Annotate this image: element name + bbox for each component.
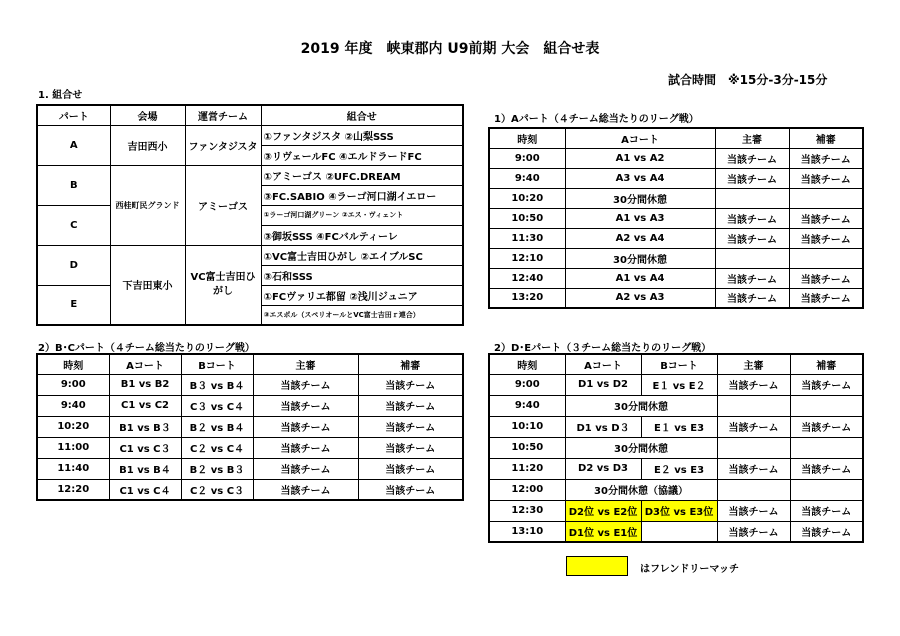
time-cell: 12:20 <box>37 479 109 500</box>
referee-cell: 当該チーム <box>717 500 790 521</box>
assistant-cell: 当該チーム <box>789 208 863 228</box>
part-bc-schedule-table <box>36 353 464 501</box>
header-court-a: Aコート <box>109 354 181 374</box>
schedule-row <box>37 395 463 416</box>
header-referee: 主審 <box>253 354 358 374</box>
schedule-row <box>489 521 863 542</box>
time-cell: 9:40 <box>489 168 565 188</box>
header-court-b: Bコート <box>181 354 253 374</box>
court-a-cell: 30分間休憩 <box>565 188 715 208</box>
break-cell: 30分間休憩 <box>565 395 717 416</box>
referee-cell: 当該チーム <box>717 458 790 479</box>
time-cell: 9:00 <box>489 374 565 395</box>
teams-b-2: ③FC.SABIO ④ラーゴ河口湖イエロー <box>261 185 463 205</box>
time-cell: 9:40 <box>37 395 109 416</box>
schedule-row <box>489 437 863 458</box>
assistant-cell: 当該チーム <box>358 458 463 479</box>
assistant-cell: 当該チーム <box>789 288 863 308</box>
schedule-row <box>489 374 863 395</box>
time-cell: 12:00 <box>489 479 565 500</box>
grouping-table <box>36 104 464 326</box>
part-de-header-row <box>489 354 863 374</box>
header-time: 時刻 <box>489 128 565 148</box>
time-cell: 9:00 <box>37 374 109 395</box>
referee-cell <box>717 395 790 416</box>
court-b-cell: C２ vs C３ <box>181 479 253 500</box>
assistant-cell: 当該チーム <box>790 416 863 437</box>
court-b-cell: B２ vs B３ <box>181 458 253 479</box>
friendly-match-legend-label: はフレンドリーマッチ <box>640 564 739 575</box>
court-a-cell: D2 vs D3 <box>565 458 641 479</box>
assistant-cell: 当該チーム <box>358 395 463 416</box>
referee-cell: 当該チーム <box>715 208 789 228</box>
schedule-row <box>489 188 863 208</box>
assistant-cell <box>790 479 863 500</box>
assistant-cell: 当該チーム <box>789 228 863 248</box>
referee-cell: 当該チーム <box>715 228 789 248</box>
schedule-row <box>489 479 863 500</box>
court-a-cell: B1 vs B2 <box>109 374 181 395</box>
court-b-cell <box>641 521 717 542</box>
schedule-row <box>489 416 863 437</box>
assistant-cell: 当該チーム <box>790 521 863 542</box>
court-a-cell: 30分間休憩 <box>565 248 715 268</box>
friendly-match-legend-swatch <box>566 556 628 576</box>
assistant-cell: 当該チーム <box>358 437 463 458</box>
section-de-heading: 2）D･Eパート（３チーム総当たりのリーグ戦） <box>494 343 712 354</box>
court-b-cell: B２ vs B４ <box>181 416 253 437</box>
time-cell: 11:30 <box>489 228 565 248</box>
court-a-cell: C1 vs C３ <box>109 437 181 458</box>
schedule-row <box>37 458 463 479</box>
teams-b-1: ①アミーゴス ②UFC.DREAM <box>261 165 463 185</box>
court-a-cell: D1位 vs E1位 <box>565 521 641 542</box>
header-court-b: Bコート <box>641 354 717 374</box>
court-a-cell: A1 vs A2 <box>565 148 715 168</box>
section-bc-heading: 2）B･Cパート（４チーム総当たりのリーグ戦） <box>38 343 255 354</box>
schedule-row <box>489 395 863 416</box>
teams-e-1: ①FCヴァリエ都留 ②浅川ジュニア <box>261 285 463 305</box>
time-cell: 12:40 <box>489 268 565 288</box>
court-a-cell: A2 vs A4 <box>565 228 715 248</box>
court-b-cell: E１ vs E２ <box>641 374 717 395</box>
teams-d-1: ①VC富士吉田ひがし ②エイブルSC <box>261 245 463 265</box>
schedule-row <box>37 479 463 500</box>
header-venue: 会場 <box>110 105 185 125</box>
referee-cell: 当該チーム <box>253 479 358 500</box>
court-b-cell: B３ vs B４ <box>181 374 253 395</box>
schedule-row <box>37 416 463 437</box>
assistant-cell: 当該チーム <box>789 168 863 188</box>
time-cell: 13:20 <box>489 288 565 308</box>
teams-a-2: ③リヴェールFC ④エルドラードFC <box>261 145 463 165</box>
header-time: 時刻 <box>489 354 565 374</box>
referee-cell: 当該チーム <box>717 521 790 542</box>
teams-d-2: ③石和SSS <box>261 265 463 285</box>
page-title: 2019 年度 峡東郡内 U9前期 大会 組合せ表 <box>300 41 600 57</box>
assistant-cell: 当該チーム <box>789 148 863 168</box>
assistant-cell <box>789 248 863 268</box>
schedule-row <box>489 458 863 479</box>
operator-amigos: アミーゴス <box>185 165 261 245</box>
referee-cell: 当該チーム <box>253 458 358 479</box>
time-cell: 10:20 <box>37 416 109 437</box>
schedule-row <box>489 268 863 288</box>
header-referee: 主審 <box>717 354 790 374</box>
court-a-cell: B1 vs B３ <box>109 416 181 437</box>
schedule-row <box>489 228 863 248</box>
referee-cell: 当該チーム <box>253 416 358 437</box>
schedule-row <box>489 208 863 228</box>
match-time-note: 試合時間 ※15分-3分-15分 <box>668 73 828 87</box>
part-d: D <box>37 245 110 285</box>
schedule-row <box>489 168 863 188</box>
part-e: E <box>37 285 110 325</box>
section1-heading: 1. 組合せ <box>38 90 83 101</box>
referee-cell: 当該チーム <box>715 168 789 188</box>
header-time: 時刻 <box>37 354 109 374</box>
header-part: パート <box>37 105 110 125</box>
referee-cell: 当該チーム <box>715 268 789 288</box>
court-a-cell: A3 vs A4 <box>565 168 715 188</box>
referee-cell <box>717 479 790 500</box>
time-cell: 12:30 <box>489 500 565 521</box>
venue-yoshida-nishi: 吉田西小 <box>110 125 185 165</box>
schedule-row <box>37 374 463 395</box>
court-b-cell: C３ vs C４ <box>181 395 253 416</box>
assistant-cell <box>790 395 863 416</box>
part-de-schedule-table <box>488 353 864 543</box>
assistant-cell: 当該チーム <box>789 268 863 288</box>
header-operator: 運営チーム <box>185 105 261 125</box>
venue-nishikatsura: 西桂町民グランド <box>110 165 185 245</box>
referee-cell: 当該チーム <box>715 148 789 168</box>
referee-cell <box>717 437 790 458</box>
referee-cell: 当該チーム <box>253 374 358 395</box>
time-cell: 10:10 <box>489 416 565 437</box>
time-cell: 10:20 <box>489 188 565 208</box>
court-a-cell: D1 vs D2 <box>565 374 641 395</box>
assistant-cell: 当該チーム <box>790 500 863 521</box>
header-referee: 主審 <box>715 128 789 148</box>
operator-vc-fujiyoshida: VC富士吉田ひがし <box>185 245 261 325</box>
referee-cell: 当該チーム <box>717 416 790 437</box>
court-b-cell: E１ vs E3 <box>641 416 717 437</box>
break-cell: 30分間休憩（協議） <box>565 479 717 500</box>
schedule-row <box>489 248 863 268</box>
teams-e-2: ③エスポル（スペリオールとVC富士吉田ｒ連合） <box>261 305 463 325</box>
time-cell: 11:40 <box>37 458 109 479</box>
time-cell: 9:00 <box>489 148 565 168</box>
time-cell: 11:00 <box>37 437 109 458</box>
schedule-row <box>489 148 863 168</box>
teams-a-1: ①ファンタジスタ ②山梨SSS <box>261 125 463 145</box>
header-assistant: 補審 <box>789 128 863 148</box>
header-assistant: 補審 <box>358 354 463 374</box>
court-a-cell: C1 vs C４ <box>109 479 181 500</box>
operator-fantasista: ファンタジスタ <box>185 125 261 165</box>
court-a-cell: A2 vs A3 <box>565 288 715 308</box>
part-b: B <box>37 165 110 205</box>
court-a-cell: D1 vs D３ <box>565 416 641 437</box>
court-a-cell: A1 vs A3 <box>565 208 715 228</box>
part-c: C <box>37 205 110 245</box>
assistant-cell <box>790 437 863 458</box>
referee-cell: 当該チーム <box>717 374 790 395</box>
teams-c-2: ③御坂SSS ④FCバルティーレ <box>261 225 463 245</box>
court-a-cell: C1 vs C2 <box>109 395 181 416</box>
header-court-a: Aコート <box>565 128 715 148</box>
court-a-cell: A1 vs A4 <box>565 268 715 288</box>
schedule-row <box>489 288 863 308</box>
court-b-cell: D3位 vs E3位 <box>641 500 717 521</box>
grouping-header-row <box>37 105 463 125</box>
header-assistant: 補審 <box>790 354 863 374</box>
referee-cell: 当該チーム <box>715 288 789 308</box>
time-cell: 9:40 <box>489 395 565 416</box>
venue-shimoyoshida-higashi: 下吉田東小 <box>110 245 185 325</box>
section-a-heading: 1）Aパート（４チーム総当たりのリーグ戦） <box>494 114 699 125</box>
assistant-cell: 当該チーム <box>358 479 463 500</box>
referee-cell <box>715 188 789 208</box>
time-cell: 11:20 <box>489 458 565 479</box>
assistant-cell <box>789 188 863 208</box>
break-cell: 30分間休憩 <box>565 437 717 458</box>
court-a-cell: B1 vs B４ <box>109 458 181 479</box>
time-cell: 13:10 <box>489 521 565 542</box>
schedule-row <box>37 437 463 458</box>
court-b-cell: C２ vs C４ <box>181 437 253 458</box>
part-a: A <box>37 125 110 165</box>
referee-cell <box>715 248 789 268</box>
referee-cell: 当該チーム <box>253 437 358 458</box>
referee-cell: 当該チーム <box>253 395 358 416</box>
time-cell: 12:10 <box>489 248 565 268</box>
assistant-cell: 当該チーム <box>358 374 463 395</box>
court-b-cell: E２ vs E3 <box>641 458 717 479</box>
assistant-cell: 当該チーム <box>790 374 863 395</box>
header-teams: 組合せ <box>261 105 463 125</box>
assistant-cell: 当該チーム <box>358 416 463 437</box>
part-a-schedule-table <box>488 127 864 309</box>
time-cell: 10:50 <box>489 437 565 458</box>
assistant-cell: 当該チーム <box>790 458 863 479</box>
header-court-a: Aコート <box>565 354 641 374</box>
schedule-row <box>489 500 863 521</box>
time-cell: 10:50 <box>489 208 565 228</box>
court-a-cell: D2位 vs E2位 <box>565 500 641 521</box>
teams-c-1: ①ラーゴ河口湖グリーン ②エス・ヴィェント <box>261 205 463 225</box>
part-bc-header-row <box>37 354 463 374</box>
part-a-header-row <box>489 128 863 148</box>
